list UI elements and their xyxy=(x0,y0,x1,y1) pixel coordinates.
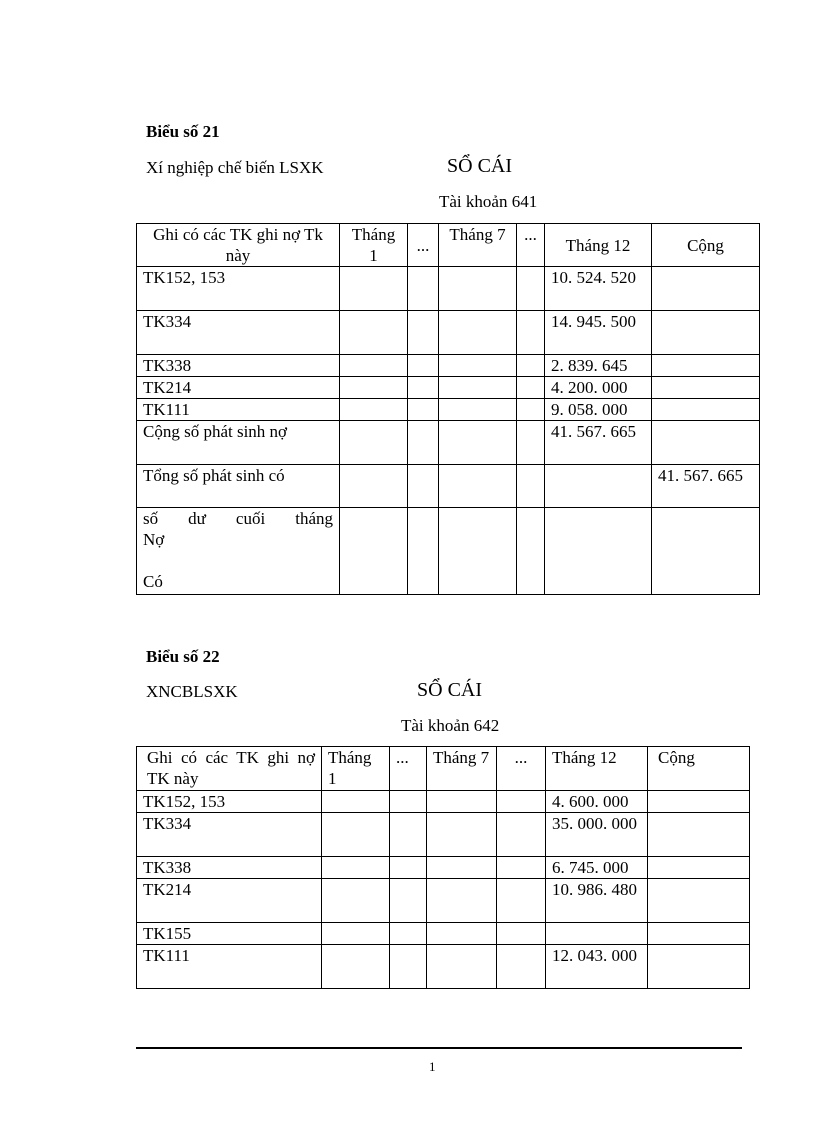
row-account: TK152, 153 xyxy=(137,267,340,311)
row-account: TK214 xyxy=(137,879,322,923)
account-title: Tài khoản 642 xyxy=(401,716,500,735)
table-row xyxy=(137,791,750,813)
closing-balance xyxy=(137,508,340,595)
table-row xyxy=(137,267,760,311)
header-month-1: Tháng 1 xyxy=(340,224,408,267)
closing-credit: Có xyxy=(143,572,163,591)
section-label: Biểu số 21 xyxy=(146,122,220,141)
row-total xyxy=(652,377,760,399)
header-month-7: Tháng 7 xyxy=(427,747,497,791)
row-month-12: 9. 058. 000 xyxy=(545,399,652,421)
header-ellipsis: ... xyxy=(497,747,546,791)
row-month-12: 10. 986. 480 xyxy=(546,879,648,923)
header-total: Cộng xyxy=(652,224,760,267)
row-account: TK155 xyxy=(137,923,322,945)
row-total xyxy=(652,399,760,421)
header-month-12: Tháng 12 xyxy=(545,224,652,267)
row-month-12: 41. 567. 665 xyxy=(545,421,652,465)
company-name: Xí nghiệp chế biến LSXK xyxy=(146,158,324,177)
company-name: XNCBLSXK xyxy=(146,682,238,701)
header-credit-accounts: Ghi có các TK ghi nợ TK này xyxy=(137,747,322,791)
table-row xyxy=(137,945,750,989)
row-total xyxy=(652,421,760,465)
section-label: Biểu số 22 xyxy=(146,647,220,666)
row-account: TK334 xyxy=(137,813,322,857)
row-account: TK214 xyxy=(137,377,340,399)
table-row xyxy=(137,923,750,945)
header-month-1: Tháng 1 xyxy=(322,747,390,791)
row-month-12 xyxy=(546,923,648,945)
row-account: Tổng số phát sinh có xyxy=(137,465,340,508)
table-row xyxy=(137,813,750,857)
ledger-table-642 xyxy=(136,746,750,989)
row-month-12: 35. 000. 000 xyxy=(546,813,648,857)
row-month-12: 14. 945. 500 xyxy=(545,311,652,355)
row-month-12: 10. 524. 520 xyxy=(545,267,652,311)
row-month-12: 4. 200. 000 xyxy=(545,377,652,399)
table-row xyxy=(137,879,750,923)
header-row xyxy=(137,224,760,267)
row-month-12: 6. 745. 000 xyxy=(546,857,648,879)
row-account: TK338 xyxy=(137,857,322,879)
closing-label: số dư cuối tháng xyxy=(143,509,333,528)
table-row xyxy=(137,355,760,377)
ledger-title: SỔ CÁI xyxy=(447,155,513,177)
header-row xyxy=(137,747,750,791)
row-month-12 xyxy=(545,465,652,508)
row-total xyxy=(652,355,760,377)
row-month-12: 4. 600. 000 xyxy=(546,791,648,813)
ledger-table-641 xyxy=(136,223,760,595)
row-account: TK111 xyxy=(137,945,322,989)
row-account: TK334 xyxy=(137,311,340,355)
closing-balance-row xyxy=(137,508,760,595)
table-row xyxy=(137,311,760,355)
header-ellipsis: ... xyxy=(390,747,427,791)
table-row xyxy=(137,465,760,508)
table-row xyxy=(137,377,760,399)
page-number: 1 xyxy=(429,1059,436,1074)
table-row xyxy=(137,857,750,879)
account-title: Tài khoản 641 xyxy=(439,192,538,211)
ledger-title: SỔ CÁI xyxy=(417,679,483,701)
row-total: 41. 567. 665 xyxy=(652,465,760,508)
header-total: Cộng xyxy=(648,747,750,791)
row-month-12: 12. 043. 000 xyxy=(546,945,648,989)
row-account: Cộng số phát sinh nợ xyxy=(137,421,340,465)
closing-debit: Nợ xyxy=(143,530,165,549)
header-credit-accounts: Ghi có các TK ghi nợ Tk này xyxy=(137,224,340,267)
row-account: TK111 xyxy=(137,399,340,421)
header-month-7: Tháng 7 xyxy=(439,224,517,267)
header-ellipsis: ... xyxy=(517,224,545,267)
row-total xyxy=(652,267,760,311)
table-row xyxy=(137,399,760,421)
header-ellipsis: ... xyxy=(408,224,439,267)
row-account: TK338 xyxy=(137,355,340,377)
table-row xyxy=(137,421,760,465)
footer-divider xyxy=(136,1047,742,1049)
header-month-12: Tháng 12 xyxy=(546,747,648,791)
row-total xyxy=(652,311,760,355)
row-month-12: 2. 839. 645 xyxy=(545,355,652,377)
row-account: TK152, 153 xyxy=(137,791,322,813)
